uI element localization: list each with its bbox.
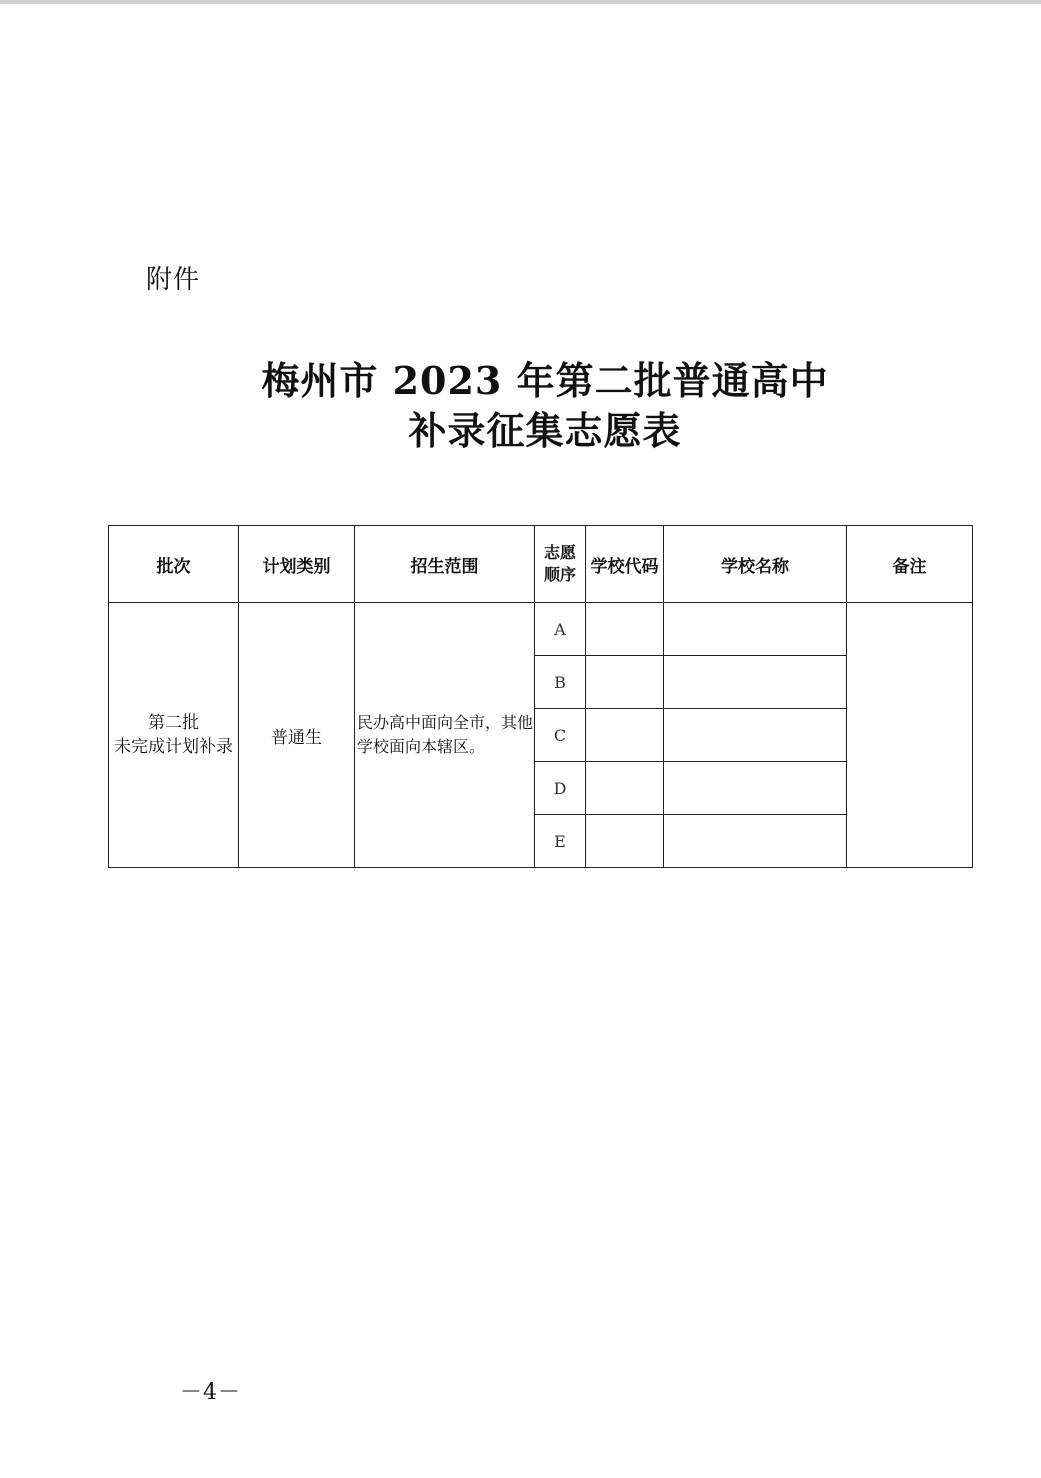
header-batch: 批次 [109,526,239,603]
table-row [109,603,973,656]
attachment-label: 附件 [146,265,201,295]
header-enroll-range: 招生范围 [355,526,535,603]
page-number: －4－ [180,1380,241,1405]
top-border-line [0,0,1041,4]
school-name-field-e[interactable] [664,815,847,868]
table-header-row [109,526,973,603]
order-cell-a: A [535,603,586,656]
school-code-field-a[interactable] [586,603,664,656]
order-cell-e: E [535,815,586,868]
header-order-line-2: 顺序 [543,565,576,584]
document-title [0,356,1041,456]
school-code-field-b[interactable] [586,656,664,709]
header-order [535,526,586,603]
remarks-field[interactable] [847,603,973,868]
header-order-line-1: 志愿 [543,543,576,562]
order-cell-b: B [535,656,586,709]
batch-line-1: 第二批 [148,713,199,733]
school-name-field-c[interactable] [664,709,847,762]
plan-type-cell: 普通生 [239,603,355,868]
batch-line-2: 未完成计划补录 [114,737,233,757]
batch-cell [109,603,239,868]
school-name-field-b[interactable] [664,656,847,709]
school-name-field-a[interactable] [664,603,847,656]
application-form-table [108,525,973,868]
title-line-2: 补录征集志愿表 [408,408,682,453]
title-line-1: 梅州市 2023 年第二批普通高中 [261,358,829,403]
school-code-field-e[interactable] [586,815,664,868]
order-cell-c: C [535,709,586,762]
school-name-field-d[interactable] [664,762,847,815]
enroll-range-cell: 民办高中面向全市，其他学校面向本辖区。 [355,603,535,868]
order-cell-d: D [535,762,586,815]
school-code-field-d[interactable] [586,762,664,815]
header-school-code: 学校代码 [586,526,664,603]
school-code-field-c[interactable] [586,709,664,762]
header-remarks: 备注 [847,526,973,603]
header-school-name: 学校名称 [664,526,847,603]
header-plan-type: 计划类别 [239,526,355,603]
